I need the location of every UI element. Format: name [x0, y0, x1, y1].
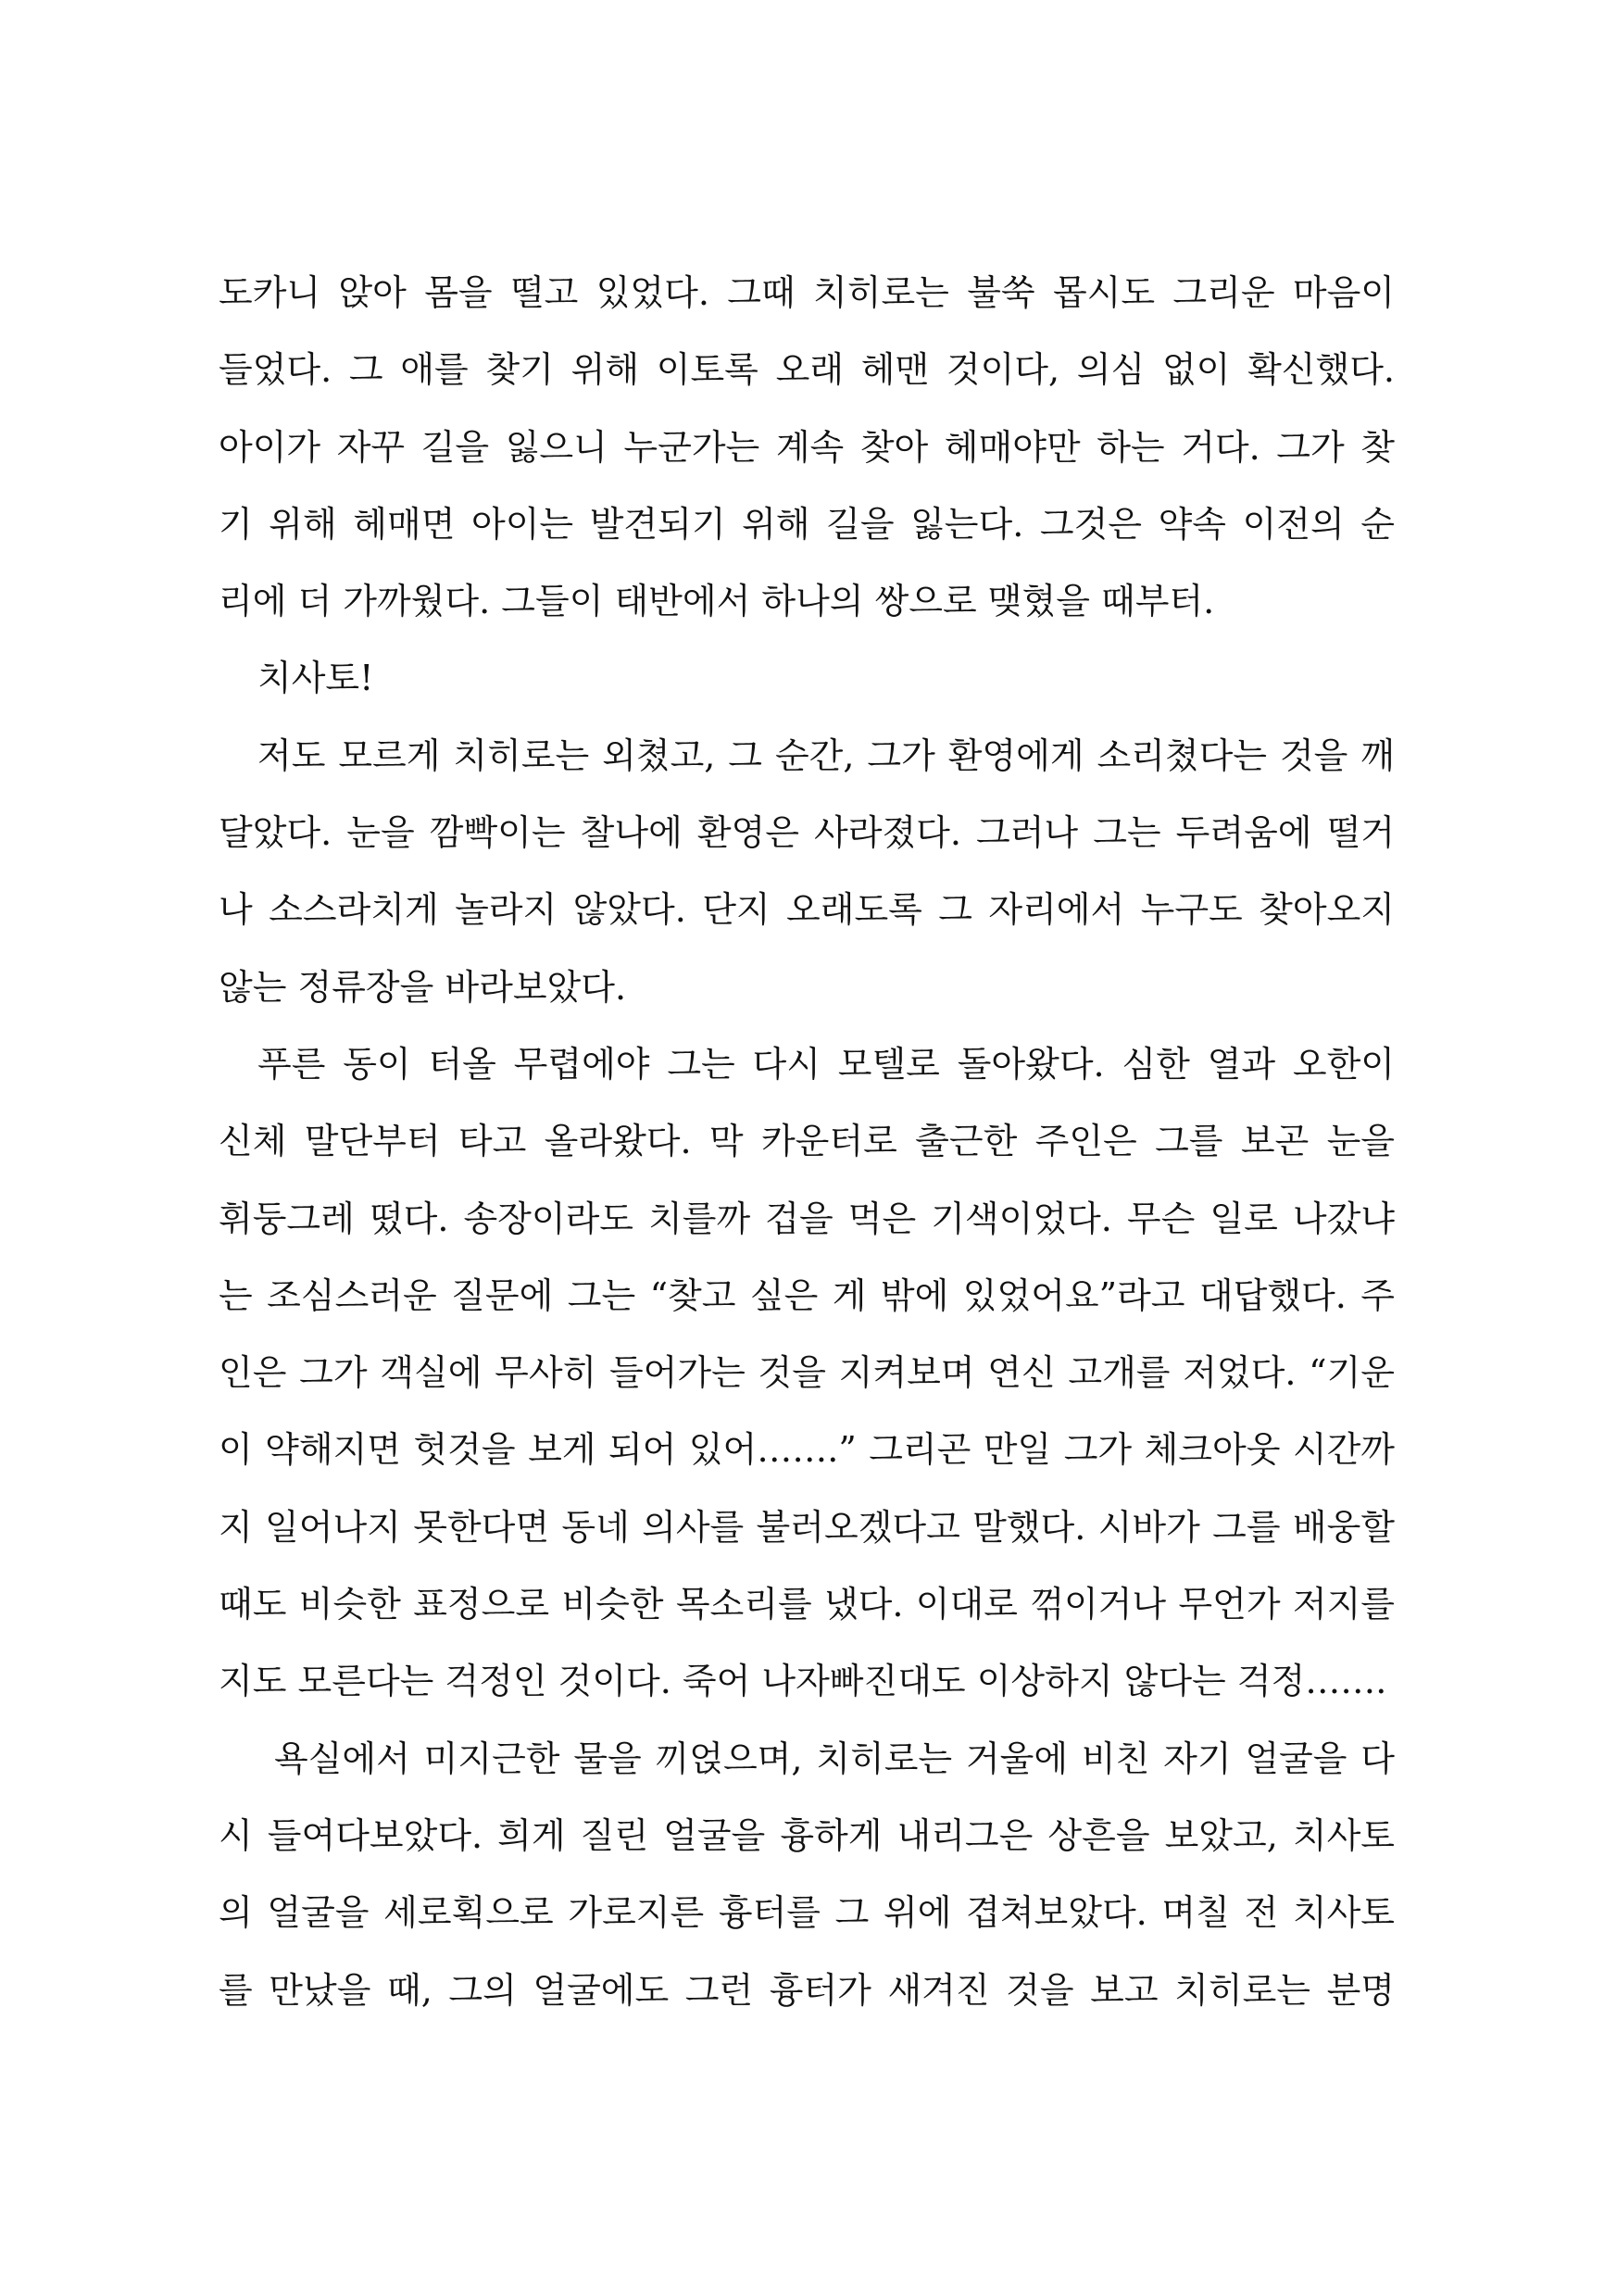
text-line: 욕실에서 미지근한 물을 끼얹으며, 치히로는 거울에 비친 자기 얼굴을 다	[274, 1738, 1395, 1779]
text-line: 들었다. 그 애를 찾기 위해 이토록 오래 헤맨 것이다, 의심 없이 확신했다.	[219, 349, 1395, 391]
text-line: 때도 비슷한 표정으로 비슷한 목소리를 냈다. 이대로 꺾이거나 무언가 저지를	[219, 1584, 1395, 1625]
text-line: 기 위해 헤매면 아이는 발견되기 위해 길을 잃는다. 그것은 약속 이전의 순	[219, 503, 1395, 545]
dialogue-line: 치사토!	[257, 658, 374, 699]
text-line: 푸른 동이 터올 무렵에야 그는 다시 모텔로 돌아왔다. 심한 열과 오한이	[257, 1043, 1395, 1085]
text-line: 지 일어나지 못한다면 동네 의사를 불러오겠다고 말했다. 시바가 그를 배웅할	[219, 1506, 1395, 1548]
text-line: 나 소스라치게 놀라지 않았다. 단지 오래도록 그 자리에서 누구도 찾아오지	[219, 889, 1395, 931]
text-line: 않는 정류장을 바라보았다.	[219, 966, 627, 1008]
text-line: 지도 모른다는 걱정인 것이다. 죽어 나자빠진대도 이상하지 않다는 걱정…….	[219, 1661, 1387, 1702]
text-line: 를 만났을 때, 그의 얼굴에도 그런 흉터가 새겨진 것을 보고 치히로는 분명	[219, 1969, 1395, 2011]
text-line: 이 약해지면 헛것을 보게 되어 있어…….” 그리곤 만일 그가 체크아웃 시간까	[219, 1429, 1395, 1471]
text-line: 시 들여다보았다. 희게 질린 얼굴을 흉하게 내리그은 상흔을 보았고, 치사토	[219, 1814, 1395, 1856]
text-line: 휘둥그레 떴다. 송장이라도 치를까 겁을 먹은 기색이었다. 무슨 일로 나갔냐	[219, 1198, 1395, 1239]
text-line: 저도 모르게 치히로는 외쳤고, 그 순간, 그가 환영에게 소리쳤다는 것을 깨	[257, 734, 1395, 776]
body-text	[219, 255, 1395, 2029]
text-line: 아이가 자꾸 길을 잃으니 누군가는 계속 찾아 헤매야만 하는 거다. 그가 찾	[219, 426, 1395, 468]
text-line: 달았다. 눈을 깜빡이는 찰나에 환영은 사라졌다. 그러나 그는 두려움에 떨거	[219, 812, 1395, 854]
text-line: 는 조심스러운 질문에 그는 “찾고 싶은 게 밖에 있었어요”라고 대답했다. 주	[219, 1274, 1395, 1316]
text-line: 신체 말단부터 타고 올라왔다. 막 카운터로 출근한 주인은 그를 보곤 눈을	[219, 1121, 1395, 1162]
text-line: 인은 그가 객실에 무사히 들어가는 것을 지켜보며 연신 고개를 저었다. “기운	[219, 1352, 1395, 1394]
text-line: 도카니 앉아 몸을 떨고 있었다. 그때 치히로는 불쑥 몹시도 그리운 마음이	[219, 272, 1395, 313]
text-line: 리에 더 가까웠다. 그들이 태반에서 하나의 쌍으로 맺혔을 때부터.	[219, 581, 1215, 622]
text-line: 의 얼굴을 세로획으로 가로지른 흉터를 그 위에 겹쳐보았다. 며칠 전 치사토	[219, 1892, 1395, 1934]
